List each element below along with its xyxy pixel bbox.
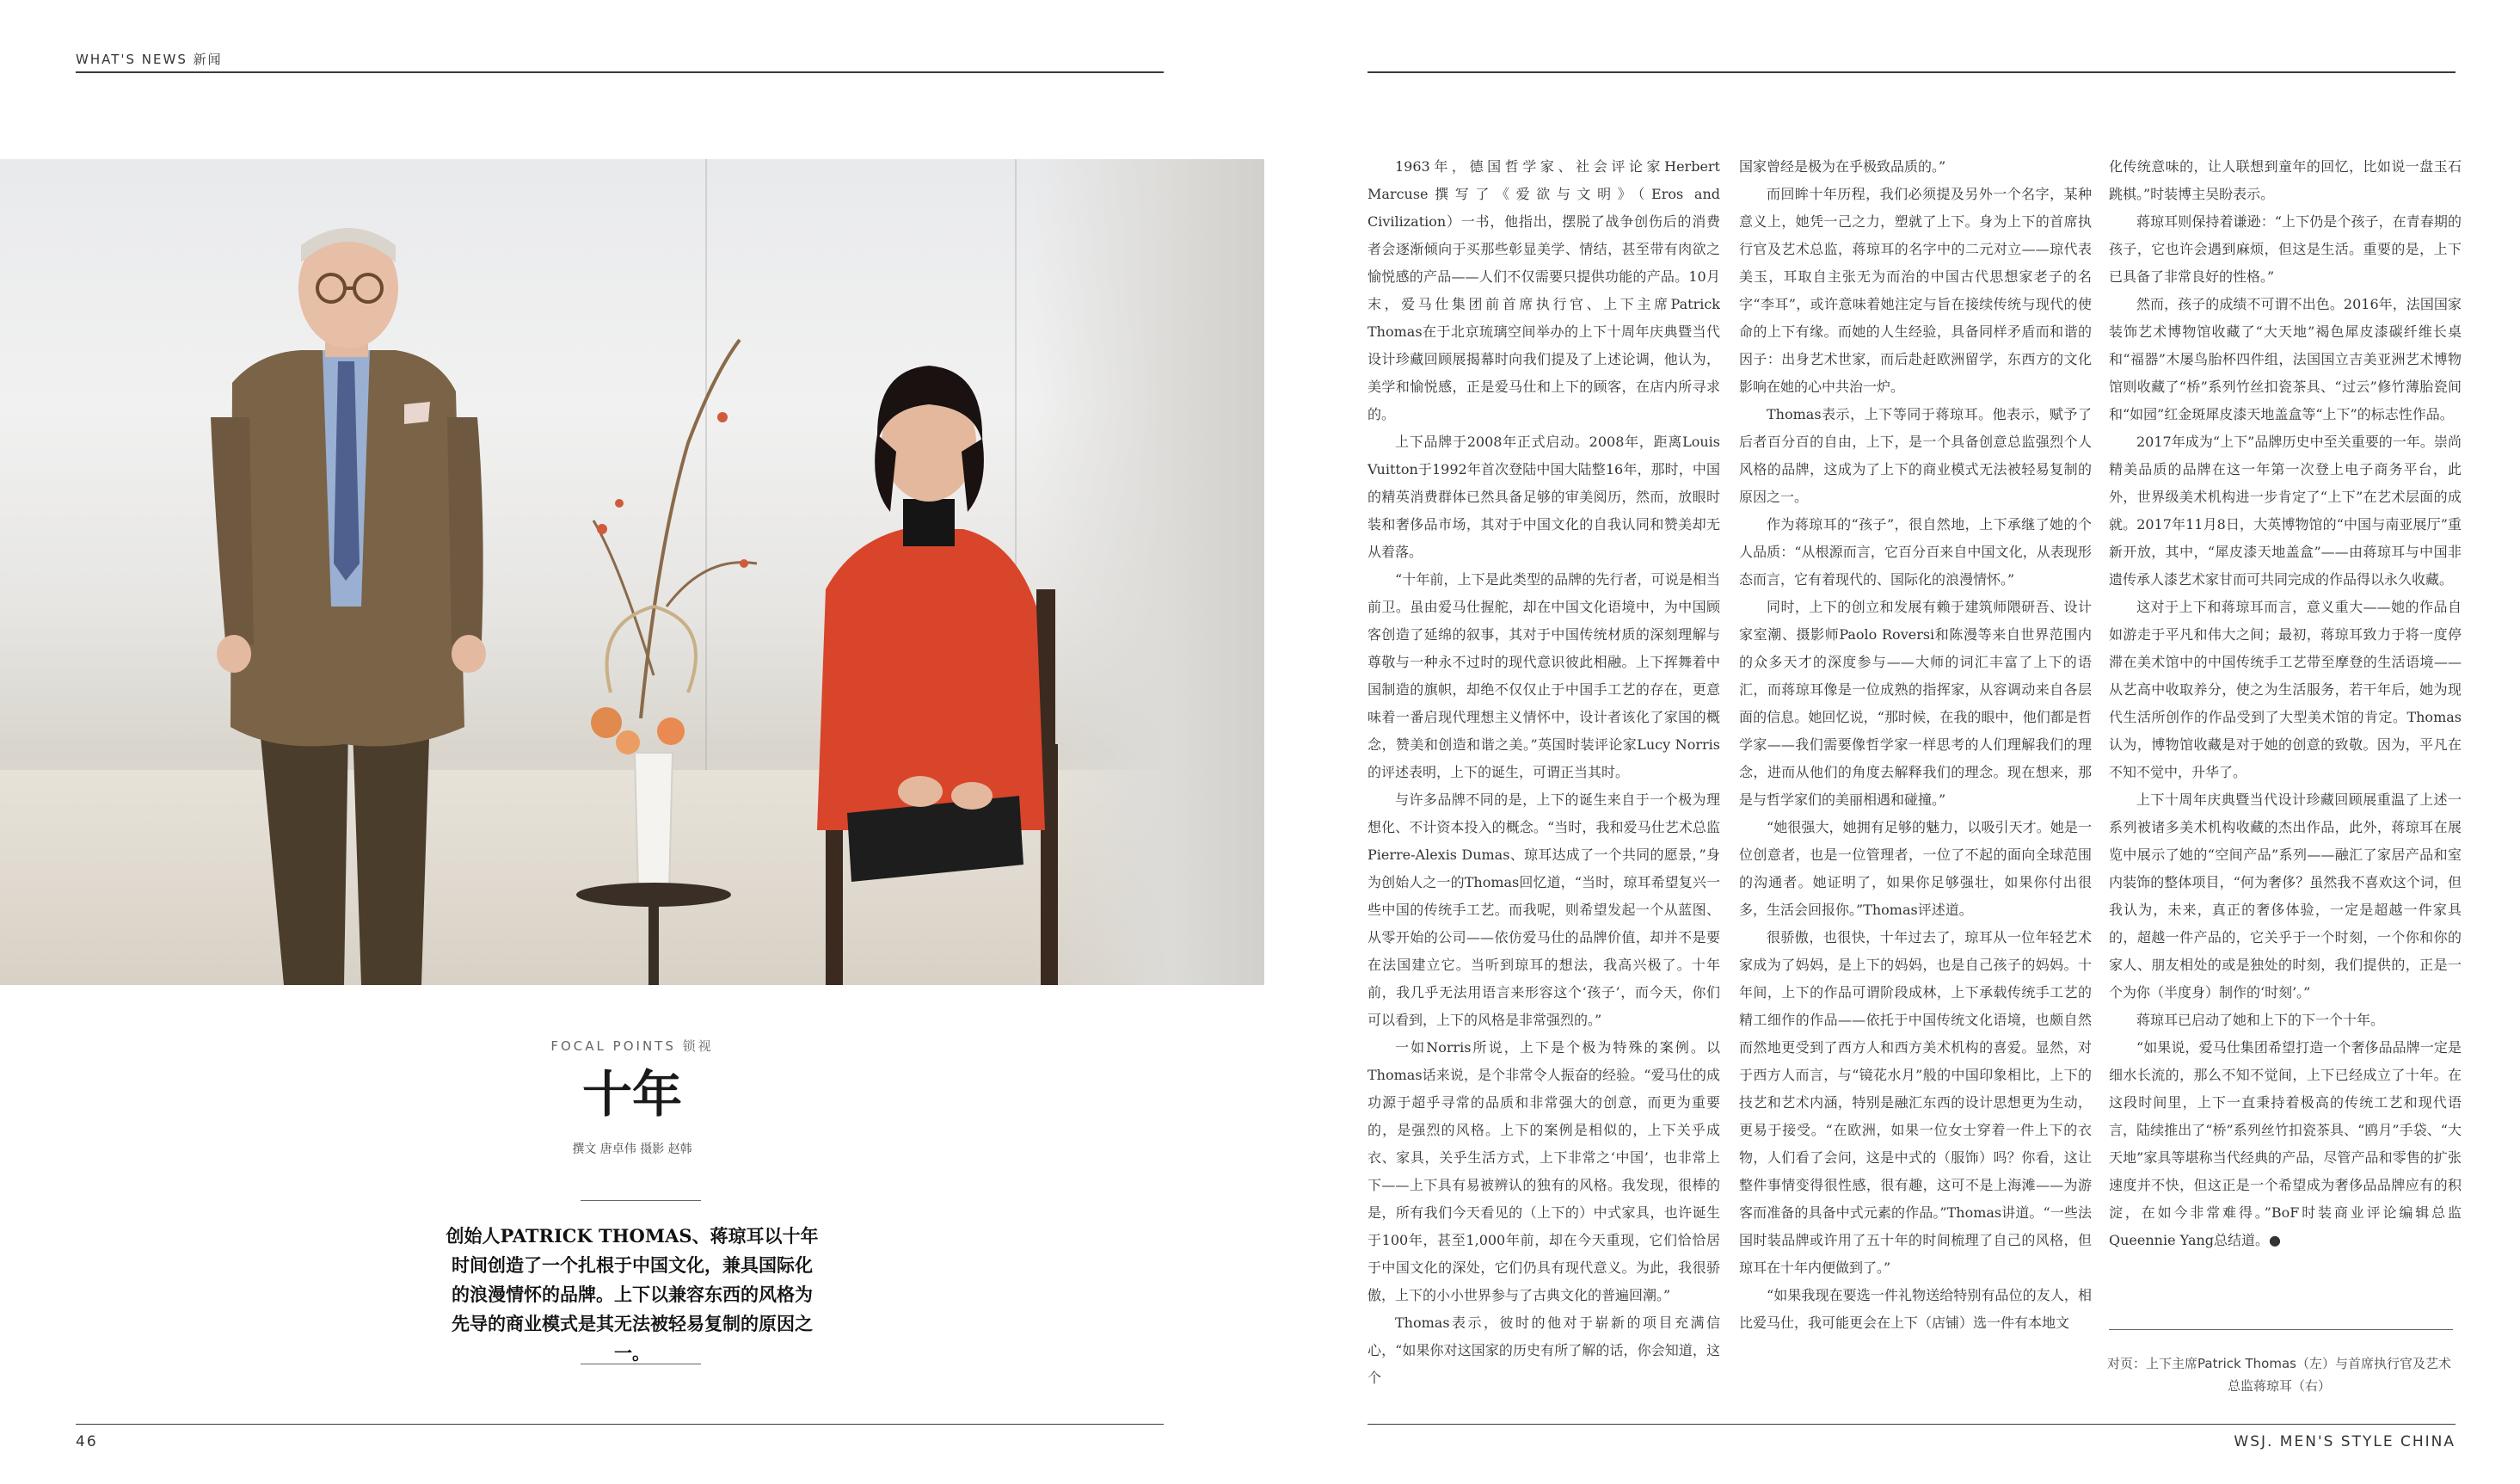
body-column-3 [2109, 153, 2462, 1306]
paragraph: 同时，上下的创立和发展有赖于建筑师隈研吾、设计家室潮、摄影师Paolo Roversi和陈漫等来自世界范围内的众多天才的深度参与——大师的词汇丰富了上下的语汇，而蒋琼耳像是一位成熟的指挥家，从容调动来自各层面的信息。她回忆说，“那时候，在我的眼中，他们都是哲学家——我们需要像哲学家一样思考的人们理解我们的理念，进而从他们的角度去解释我们的理念。现在想来，那是与哲学家们的美丽相遇和碰撞。” [1739, 599, 2092, 808]
paragraph: 上下品牌于2008年正式启动。2008年，距离Louis Vuitton于1992年首次登陆中国大陆整16年，那时，中国的精英消费群体已然具备足够的审美阅历，然而，放眼时装和奢侈品市场，其对于中国文化的自我认同和赞美却无从着落。 [1368, 434, 1720, 560]
paragraph: 蒋琼耳则保持着谦逊：“上下仍是个孩子，在青春期的孩子，它也许会遇到麻烦，但这是生活。重要的是，上下已具备了非常良好的性格。” [2109, 213, 2462, 285]
header-rule-left [76, 71, 1164, 73]
section-label: WHAT'S NEWS 新闻 [76, 52, 223, 67]
kicker: FOCAL POINTS 锁视 [550, 1038, 714, 1054]
paragraph: 然而，孩子的成绩不可谓不出色。2016年，法国国家装饰艺术博物馆收藏了“大天地”褐色犀皮漆碳纤维长桌和“福器”木屡鸟胎杯四件组，法国国立吉美亚洲艺术博物馆则收藏了“桥”系列竹丝扣瓷茶具、“过云”修竹薄胎瓷间和“如园”红金斑犀皮漆天地盖盒等“上下”的标志性作品。 [2109, 296, 2462, 422]
photo-illustration [0, 159, 1264, 985]
page-number: 46 [76, 1433, 98, 1450]
paragraph: “十年前，上下是此类型的品牌的先行者，可说是相当前卫。虽由爱马仕握舵，却在中国文化语境中，为中国顾客创造了延绵的叙事，其对于中国传统材质的深刻理解与尊敬与一种永不过时的现代意识彼此相融。上下挥舞着中国制造的旗帜，却绝不仅仅止于中国手工艺的存在，更意味着一番启现代理想主义情怀中，设计者该化了家国的概念，赞美和创造和谐之美。”英国时装评论家Lucy Norris的评述表明，上下的诞生，可谓正当其时。 [1368, 571, 1720, 780]
paragraph: “如果说，爱马仕集团希望打造一个奢侈品品牌一定是细水长流的，那么不知不觉间，上下已经成立了十年。在这段时间里，上下一直秉持着极高的传统工艺和现代语言，陆续推出了“桥”系列丝竹扣瓷茶具、“鸥月”手袋、“大天地”家具等堪称当代经典的产品，尽管产品和零售的扩张速度并不快，但这正是一个希望成为奢侈品品牌应有的积淀，在如今非常难得。”BoF时装商业评论编辑总监Queennie Yang总结道。● [2109, 1039, 2462, 1248]
hero-photo [0, 159, 1264, 985]
footer-rule-left [76, 1424, 1164, 1425]
paragraph: 2017年成为“上下”品牌历史中至关重要的一年。崇尚精美品质的品牌在这一年第一次登上电子商务平台，此外，世界级美术机构进一步肯定了“上下”在艺术层面的成就。2017年11月8日，大英博物馆的“中国与南亚展厅”重新开放，其中，“犀皮漆天地盖盒”——由蒋琼耳与中国非遗传承人漆艺术家甘而可共同完成的作品得以永久收藏。 [2109, 434, 2462, 588]
paragraph: Thomas表示，彼时的他对于崭新的项目充满信心，“如果你对这国家的历史有所了解的话，你会知道，这个 [1368, 1315, 1720, 1386]
paragraph: 化传统意味的，让人联想到童年的回忆，比如说一盘玉石跳棋。”时装博主吴盼表示。 [2109, 158, 2462, 202]
publication-name: WSJ. MEN'S STYLE CHINA [2234, 1433, 2455, 1450]
deck-rule-top [581, 1200, 701, 1201]
paragraph: Thomas表示，上下等同于蒋琼耳。他表示，赋予了后者百分百的自由，上下，是一个具备创意总监强烈个人风格的品牌，这成为了上下的商业模式无法被轻易复制的原因之一。 [1739, 406, 2092, 505]
body-column-1 [1368, 153, 1720, 1426]
paragraph: 这对于上下和蒋琼耳而言，意义重大——她的作品自如游走于平凡和伟大之间；最初，蒋琼耳致力于将一度停滞在美术馆中的中国传统手工艺带至摩登的生活语境——从艺高中收取养分，使之为生活服务，若干年后，她为现代生活所创作的作品受到了大型美术馆的肯定。Thomas认为，博物馆收藏是对于她的创意的致敬。因为，平凡在不知不觉中，升华了。 [2109, 599, 2462, 780]
body-column-2 [1739, 153, 2092, 1426]
paragraph: 一如Norris所说，上下是个极为特殊的案例。以Thomas话来说，是个非常令人振奋的经验。“爱马仕的成功源于超乎寻常的品质和非常强大的创意，而更为重要的，是强烈的风格。上下的案例是相似的，上下关乎成衣、家具，关乎生活方式，上下非常之‘中国’，也非常上下——上下具有易被辨认的独有的风格。我发现，很棒的是，所有我们今天看见的（上下的）中式家具，也许诞生于100年，甚至1,000年前，却在今天重现，它们恰恰居于中国文化的深处，它们仍具有现代意义。为此，我很骄傲，上下的小小世界参与了古典文化的普遍回潮。” [1368, 1039, 1720, 1303]
deck: 创始人PATRICK THOMAS、蒋琼耳以十年时间创造了一个扎根于中国文化，兼具国际化的浪漫情怀的品牌。上下以兼容东西的风格为先导的商业模式是其无法被轻易复制的原因之一。 [446, 1225, 819, 1364]
paragraph: 而回眸十年历程，我们必须提及另外一个名字，某种意义上，她凭一己之力，塑就了上下。身为上下的首席执行官及艺术总监，蒋琼耳的名字中的二元对立——琼代表美玉，耳取自主张无为而治的中国古代思想家老子的名字“李耳”，或许意味着她注定与旨在接续传统与现代的使命的上下有缘。而她的人生经验，具备同样矛盾而和谐的因子：出身艺术世家，而后赴赶欧洲留学，东西方的文化影响在她的心中共治一炉。 [1739, 186, 2092, 395]
paragraph: “如果我现在要选一件礼物送给特别有品位的友人，相比爱马仕，我可能更会在上下（店铺）选一件有本地文 [1739, 1287, 2092, 1331]
paragraph: 上下十周年庆典暨当代设计珍藏回顾展重温了上述一系列被诸多美术机构收藏的杰出作品，此外，蒋琼耳在展览中展示了她的“空间产品”系列——融汇了家居产品和室内装饰的整体项目，“何为奢侈？虽然我不喜欢这个词，但我认为，未来，真正的奢侈体验，一定是超越一件家具的，超越一件产品的，它关乎于一个时刻，一个你和你的家人、朋友相处的或是独处的时刻，我们提供的，正是一个为你（半度身）制作的‘时刻’。” [2109, 791, 2462, 1001]
paragraph: 国家曾经是极为在乎极致品质的。” [1739, 158, 1946, 175]
article-title: 十年 [581, 1065, 682, 1124]
woman-figure [817, 366, 1058, 985]
header-rule-right [1368, 71, 2455, 73]
paragraph: 蒋琼耳已启动了她和上下的下一个十年。 [2136, 1012, 2385, 1028]
paragraph: 作为蒋琼耳的“孩子”，很自然地，上下承继了她的个人品质：“从根源而言，它百分百来自中国文化，从表现形态而言，它有着现代的、国际化的浪漫情怀。” [1739, 516, 2092, 588]
footer-rule-right [1368, 1424, 2455, 1425]
paragraph: 与许多品牌不同的是，上下的诞生来自于一个极为理想化、不计资本投入的概念。“当时，我和爱马仕艺术总监Pierre-Alexis Dumas、琼耳达成了一个共同的愿景，”身为创始人之一的Thomas回忆道，“当时，琼耳希望复兴一些中国的传统手工艺。而我呢，则希望发起一个从蓝图、从零开始的公司——依仿爱马仕的品牌价值，却并不是要在法国建立它。当听到琼耳的想法，我高兴极了。十年前，我几乎无法用语言来形容这个‘孩子’，而今天，你们可以看到，上下的风格是非常强烈的。” [1368, 791, 1720, 1028]
paragraph: 1963年，德国哲学家、社会评论家Herbert Marcuse撰写了《爱欲与文明》（Eros and Civilization）一书，他指出，摆脱了战争创伤后的消费者会逐渐倾向于买那些彰显美学、情结，甚至带有肉欲之愉悦感的产品——人们不仅需要只提供功能的产品。10月末，爱马仕集团前首席执行官、上下主席Patrick Thomas在于北京琉璃空间举办的上下十周年庆典暨当代设计珍藏回顾展揭幕时向我们提及了上述论调，他认为，美学和愉悦感，正是爱马仕和上下的顾客，在店内所寻求的。 [1368, 158, 1720, 422]
caption-rule [2109, 1329, 2453, 1330]
paragraph: “她很强大，她拥有足够的魅力，以吸引天才。她是一位创意者，也是一位管理者，一位了不起的面向全球范围的沟通者。她证明了，如果你足够强壮，如果你付出很多，生活会回报你。”Thomas评述道。 [1739, 819, 2092, 918]
flower-arrangement [576, 340, 757, 985]
paragraph: 很骄傲，也很快，十年过去了，琼耳从一位年轻艺术家成为了妈妈，是上下的妈妈，也是自己孩子的妈妈。十年间，上下的作品可谓阶段成林，上下承载传统手工艺的精工细作的作品——依托于中国传统文化语境，也颇自然而然地更受到了西方人和西方美术机构的喜爱。显然，对于西方人而言，与“镜花水月”般的中国印象相比，上下的技艺和艺术内涵，特别是融汇东西的设计思想更为生动，更易于接受。“在欧洲，如果一位女士穿着一件上下的衣物，人们看了会问，这是中式的（服饰）吗？你看，这让整件事情变得很性感，很有趣，这可不是上海滩——为游客而准备的具备中式元素的作品。”Thomas讲道。“一些法国时装品牌或许用了五十年的时间梳理了自己的风格，但琼耳在十年内便做到了。” [1739, 929, 2092, 1276]
man-figure [211, 228, 486, 985]
byline: 撰文 唐卓伟 摄影 赵韩 [572, 1142, 692, 1156]
photo-caption: 对页：上下主席Patrick Thomas（左）与首席执行官及艺术总监蒋琼耳（右） [2107, 1356, 2451, 1394]
